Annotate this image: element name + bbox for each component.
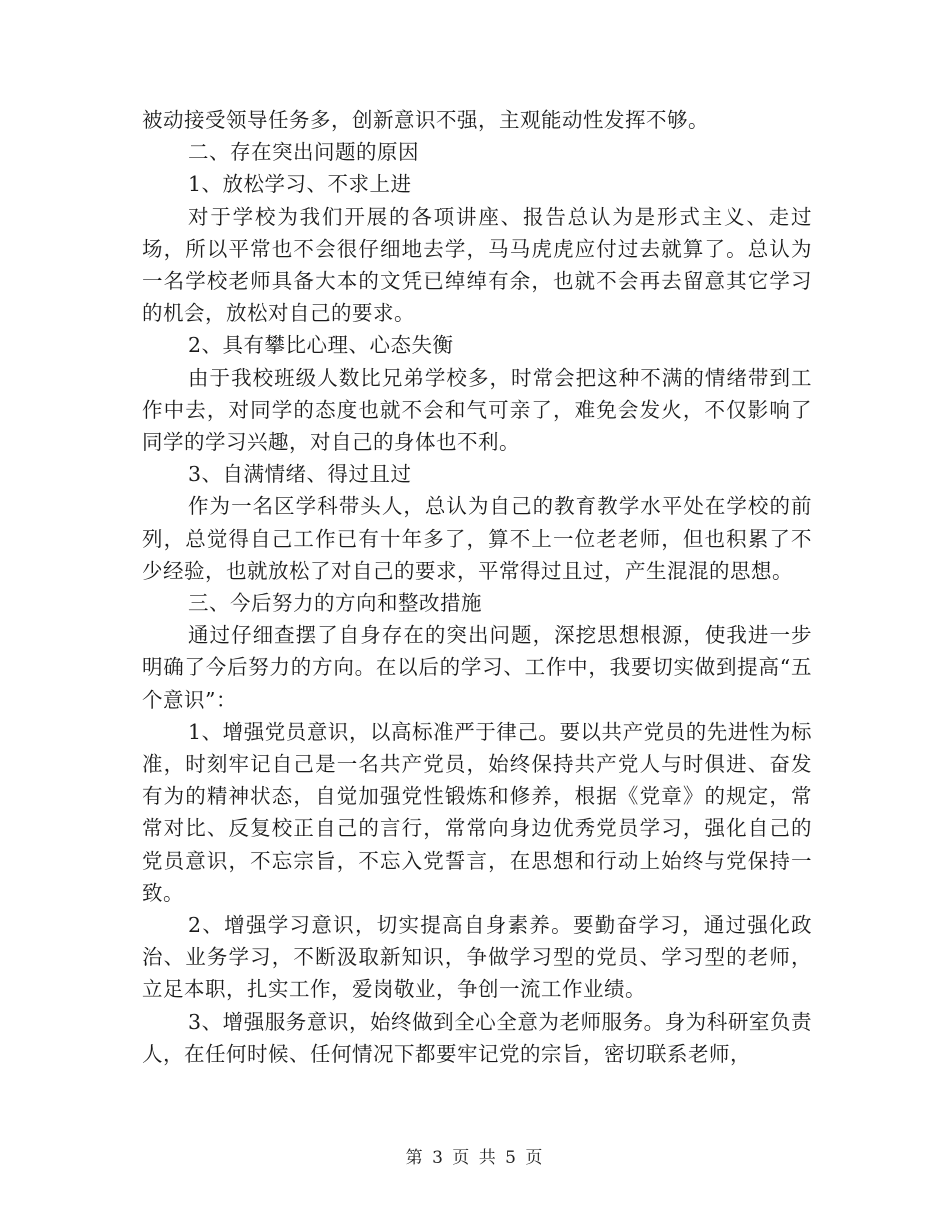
paragraph: 1、增强党员意识，以高标准严于律己。要以共产党员的先进性为标准，时刻牢记自己是一名共产党员，始终保持共产党人与时俱进、奋发有为的精神状态，自觉加强党性锻炼和修养，根据《党章》的规定，常常对比、反复校正自己的言行，常常向身边优秀党员学习，强化自己的党员意识，不忘宗旨，不忘入党誓言，在思想和行动上始终与党保持一致。 bbox=[142, 719, 812, 905]
document-body bbox=[142, 104, 812, 1070]
paragraph: 对于学校为我们开展的各项讲座、报告总认为是形式主义、走过场，所以平常也不会很仔细地去学，马马虎虎应付过去就算了。总认为一名学校老师具备大本的文凭已绰绰有余，也就不会再去留意其它学习的机会，放松对自己的要求。 bbox=[142, 204, 812, 326]
subsection-heading: 1、放松学习、不求上进 bbox=[188, 172, 412, 197]
page-number-footer: 第 3 页 共 5 页 bbox=[405, 1148, 545, 1168]
section-heading: 二、存在突出问题的原因 bbox=[188, 140, 419, 165]
section-heading: 三、今后努力的方向和整改措施 bbox=[188, 591, 482, 616]
subsection-heading: 3、自满情绪、得过且过 bbox=[188, 462, 412, 487]
paragraph: 通过仔细查摆了自身存在的突出问题，深挖思想根源，使我进一步明确了今后努力的方向。在以后的学习、工作中，我要切实做到提高“五个意识”： bbox=[142, 623, 812, 712]
paragraph: 被动接受领导任务多，创新意识不强，主观能动性发挥不够。 bbox=[142, 108, 709, 132]
subsection-heading: 2、具有攀比心理、心态失衡 bbox=[188, 333, 454, 358]
paragraph: 由于我校班级人数比兄弟学校多，时常会把这种不满的情绪带到工作中去，对同学的态度也就不会和气可亲了，难免会发火，不仅影响了同学的学习兴趣，对自己的身体也不利。 bbox=[142, 365, 812, 455]
paragraph: 2、增强学习意识，切实提高自身素养。要勤奋学习，通过强化政治、业务学习，不断汲取新知识，争做学习型的党员、学习型的老师，立足本职，扎实工作，爱岗敬业，争创一流工作业绩。 bbox=[142, 913, 812, 1002]
paragraph: 3、增强服务意识，始终做到全心全意为老师服务。身为科研室负责人，在任何时候、任何情况下都要牢记党的宗旨，密切联系老师， bbox=[142, 1009, 812, 1066]
paragraph: 作为一名区学科带头人，总认为自己的教育教学水平处在学校的前列，总觉得自己工作已有十年多了，算不上一位老老师，但也积累了不少经验，也就放松了对自己的要求，平常得过且过，产生混混的思想。 bbox=[142, 494, 812, 583]
